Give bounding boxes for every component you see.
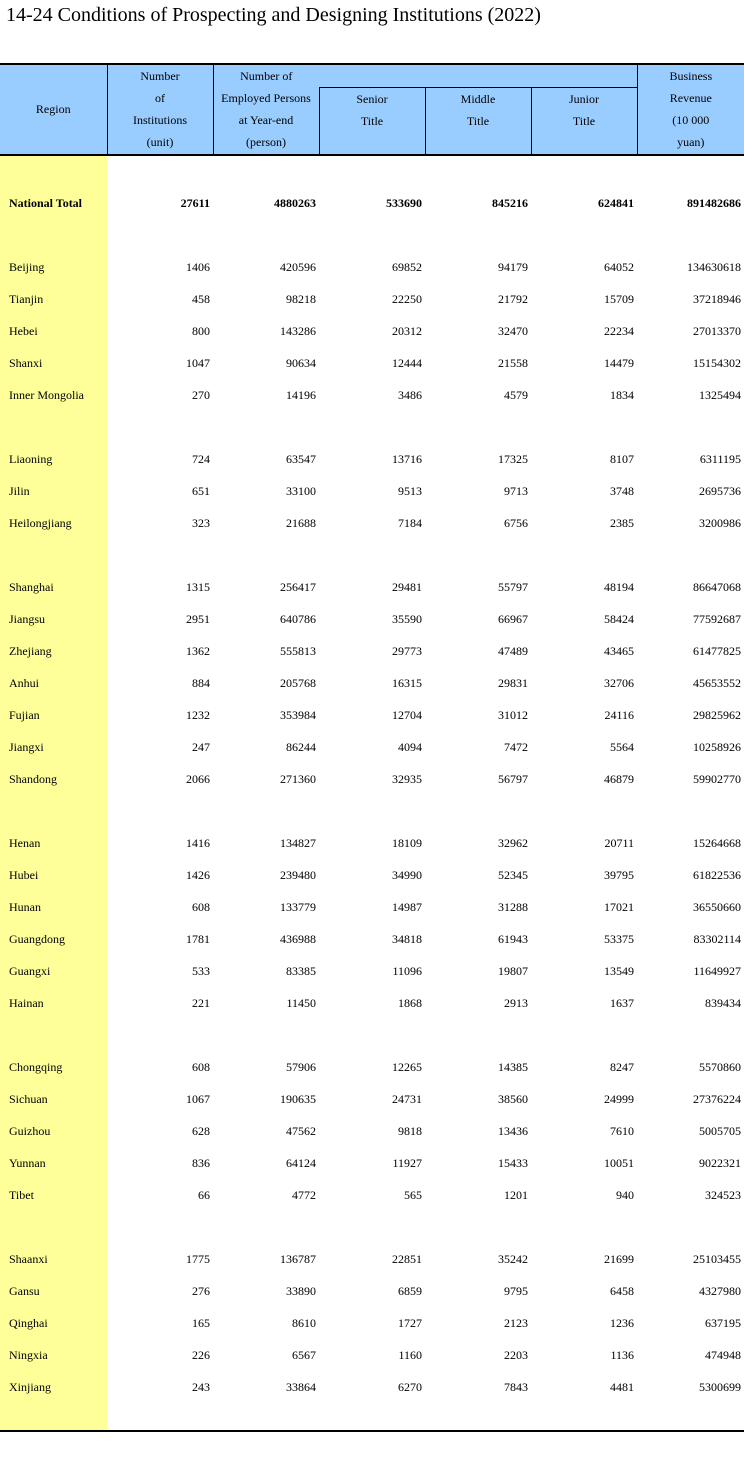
header-employed-line: Number of <box>240 69 293 83</box>
cell-middle: 21558 <box>498 356 528 370</box>
cell-junior: 5564 <box>610 740 635 754</box>
cell-revenue: 474948 <box>705 1348 742 1362</box>
cell-senior: 14987 <box>392 900 422 914</box>
cell-region: Sichuan <box>9 1092 48 1106</box>
cell-senior: 34990 <box>392 868 422 882</box>
cell-middle: 19807 <box>498 964 528 978</box>
cell-senior: 11096 <box>392 964 422 978</box>
cell-middle: 31012 <box>498 708 528 722</box>
cell-middle: 61943 <box>498 932 528 946</box>
cell-revenue: 5300699 <box>699 1380 742 1394</box>
table-row <box>0 348 744 380</box>
table-row <box>0 988 744 1020</box>
table-row <box>0 284 744 316</box>
table-row <box>0 604 744 636</box>
cell-employed: 33864 <box>286 1380 316 1394</box>
cell-senior: 9513 <box>398 484 422 498</box>
cell-region: Jiangsu <box>9 612 45 626</box>
cell-revenue: 5005705 <box>699 1124 742 1138</box>
cell-senior: 1160 <box>398 1348 422 1362</box>
cell-institutions: 608 <box>192 1060 210 1074</box>
cell-middle: 6756 <box>504 516 528 530</box>
cell-employed: 353984 <box>280 708 316 722</box>
cell-region: Ningxia <box>9 1348 48 1362</box>
cell-revenue: 4327980 <box>699 1284 742 1298</box>
cell-revenue: 29825962 <box>693 708 742 722</box>
table-row <box>0 476 744 508</box>
spacer-row <box>0 155 744 188</box>
header-revenue-line: (10 000 <box>672 113 710 128</box>
cell-senior: 6859 <box>398 1284 422 1298</box>
header-senior-line: Senior <box>356 91 388 106</box>
cell-region: Liaoning <box>9 452 53 466</box>
table-row <box>0 1276 744 1308</box>
cell-middle: 1201 <box>504 1188 528 1202</box>
table-row <box>0 764 744 796</box>
spacer-row <box>0 1020 744 1052</box>
table-row <box>0 860 744 892</box>
cell-institutions: 247 <box>192 740 210 754</box>
cell-junior: 1236 <box>610 1316 635 1330</box>
table-row <box>0 924 744 956</box>
cell-middle: 2913 <box>504 996 528 1010</box>
table-row <box>0 1116 744 1148</box>
cell-senior: 4094 <box>398 740 422 754</box>
cell-senior: 12444 <box>392 356 422 370</box>
cell-senior: 29773 <box>392 644 422 658</box>
cell-employed: 134827 <box>280 836 316 850</box>
cell-employed: 6567 <box>292 1348 316 1362</box>
cell-junior: 46879 <box>604 772 635 786</box>
table-row <box>0 1244 744 1276</box>
cell-revenue: 27376224 <box>693 1092 742 1106</box>
header-middle <box>425 87 531 155</box>
table-row <box>0 1084 744 1116</box>
cell-employed: 11450 <box>286 996 316 1010</box>
cell-institutions: 323 <box>192 516 210 530</box>
cell-region: Shaanxi <box>9 1252 48 1266</box>
cell-region: Hebei <box>9 324 38 338</box>
cell-revenue: 839434 <box>705 996 742 1010</box>
cell-middle: 32962 <box>498 836 528 850</box>
cell-revenue: 10258926 <box>693 740 742 754</box>
cell-region: Beijing <box>9 260 45 274</box>
cell-employed: 64124 <box>286 1156 316 1170</box>
cell-employed: 4772 <box>292 1188 316 1202</box>
header-employed-line: Employed Persons <box>221 91 311 105</box>
cell-employed: 4880263 <box>274 196 316 210</box>
cell-middle: 4579 <box>504 388 528 402</box>
cell-revenue: 59902770 <box>693 772 742 786</box>
cell-middle: 31288 <box>498 900 528 914</box>
cell-institutions: 1067 <box>186 1092 210 1106</box>
cell-region: Shandong <box>9 772 57 786</box>
cell-senior: 12265 <box>392 1060 422 1074</box>
cell-employed: 47562 <box>286 1124 316 1138</box>
cell-region: Hainan <box>9 996 44 1010</box>
table-title: 14-24 Conditions of Prospecting and Designing Institutions (2022) <box>6 4 541 26</box>
cell-junior: 53375 <box>604 932 635 946</box>
cell-employed: 33100 <box>286 484 316 498</box>
cell-senior: 18109 <box>392 836 422 850</box>
cell-region: Jiangxi <box>9 740 44 754</box>
cell-middle: 32470 <box>498 324 528 338</box>
header-employed-span <box>319 64 637 87</box>
cell-middle: 21792 <box>498 292 528 306</box>
cell-employed: 63547 <box>286 452 316 466</box>
cell-junior: 24116 <box>604 708 635 722</box>
cell-revenue: 15154302 <box>693 356 742 370</box>
cell-junior: 32706 <box>604 676 635 690</box>
cell-junior: 48194 <box>604 580 635 594</box>
national-total-row <box>0 188 744 220</box>
cell-junior: 8247 <box>610 1060 635 1074</box>
cell-region: Henan <box>9 836 41 850</box>
table-row <box>0 380 744 412</box>
cell-senior: 6270 <box>398 1380 422 1394</box>
cell-employed: 239480 <box>280 868 316 882</box>
cell-senior: 9818 <box>398 1124 422 1138</box>
cell-revenue: 1325494 <box>699 388 742 402</box>
cell-junior: 20711 <box>604 836 635 850</box>
cell-senior: 29481 <box>392 580 422 594</box>
cell-junior: 14479 <box>604 356 635 370</box>
cell-institutions: 533 <box>192 964 210 978</box>
cell-employed: 190635 <box>280 1092 316 1106</box>
table-row <box>0 316 744 348</box>
cell-revenue: 891482686 <box>687 196 742 210</box>
cell-junior: 940 <box>616 1188 635 1202</box>
cell-institutions: 1362 <box>186 644 210 658</box>
header-revenue-line: Revenue <box>669 91 712 106</box>
cell-region: National Total <box>9 196 83 210</box>
cell-revenue: 27013370 <box>693 324 742 338</box>
cell-institutions: 836 <box>192 1156 210 1170</box>
cell-institutions: 724 <box>192 452 210 466</box>
cell-senior: 34818 <box>392 932 422 946</box>
cell-middle: 15433 <box>498 1156 528 1170</box>
header-employed-top <box>213 64 319 87</box>
cell-senior: 24731 <box>392 1092 422 1106</box>
cell-employed: 420596 <box>280 260 316 274</box>
cell-institutions: 1047 <box>186 356 210 370</box>
table-row <box>0 636 744 668</box>
cell-region: Xinjiang <box>9 1380 51 1394</box>
cell-senior: 16315 <box>392 676 422 690</box>
spacer-row <box>0 796 744 828</box>
cell-institutions: 1426 <box>186 868 210 882</box>
cell-region: Shanghai <box>9 580 54 594</box>
cell-senior: 11927 <box>392 1156 422 1170</box>
table-row <box>0 1148 744 1180</box>
cell-middle: 2123 <box>504 1316 528 1330</box>
cell-senior: 13716 <box>392 452 422 466</box>
cell-institutions: 884 <box>192 676 210 690</box>
cell-senior: 565 <box>404 1188 422 1202</box>
cell-middle: 2203 <box>504 1348 528 1362</box>
cell-senior: 35590 <box>392 612 422 626</box>
cell-region: Jilin <box>9 484 30 498</box>
cell-revenue: 36550660 <box>693 900 742 914</box>
cell-region: Tibet <box>9 1188 34 1202</box>
cell-revenue: 9022321 <box>699 1156 742 1170</box>
cell-junior: 2385 <box>610 516 635 530</box>
header-employed-line: (person) <box>246 135 286 149</box>
cell-revenue: 5570860 <box>699 1060 742 1074</box>
table-row <box>0 1308 744 1340</box>
cell-employed: 57906 <box>286 1060 316 1074</box>
table-row <box>0 1052 744 1084</box>
cell-region: Heilongjiang <box>9 516 72 530</box>
cell-employed: 90634 <box>286 356 316 370</box>
cell-junior: 58424 <box>604 612 635 626</box>
spacer-row <box>0 220 744 252</box>
table-row <box>0 444 744 476</box>
table-row <box>0 252 744 284</box>
header-senior <box>319 87 425 155</box>
cell-revenue: 3200986 <box>699 516 742 530</box>
cell-junior: 17021 <box>604 900 635 914</box>
cell-institutions: 1781 <box>186 932 210 946</box>
cell-junior: 4481 <box>610 1380 635 1394</box>
cell-institutions: 1315 <box>186 580 210 594</box>
table-row <box>0 700 744 732</box>
cell-revenue: 37218946 <box>693 292 742 306</box>
cell-middle: 55797 <box>498 580 528 594</box>
cell-junior: 1637 <box>610 996 635 1010</box>
header-region <box>0 64 107 155</box>
cell-institutions: 608 <box>192 900 210 914</box>
cell-employed: 555813 <box>280 644 316 658</box>
cell-middle: 29831 <box>498 676 528 690</box>
cell-middle: 66967 <box>498 612 528 626</box>
cell-employed: 21688 <box>286 516 316 530</box>
header-junior-line: Junior <box>569 91 600 106</box>
cell-junior: 1834 <box>610 388 635 402</box>
cell-employed: 143286 <box>280 324 316 338</box>
cell-institutions: 226 <box>192 1348 210 1362</box>
table-row <box>0 1340 744 1372</box>
cell-institutions: 66 <box>198 1188 210 1202</box>
cell-junior: 39795 <box>604 868 635 882</box>
cell-region: Inner Mongolia <box>9 388 84 402</box>
cell-region: Anhui <box>9 676 39 690</box>
header-revenue <box>637 64 744 155</box>
cell-senior: 69852 <box>392 260 422 274</box>
cell-revenue: 15264668 <box>693 836 742 850</box>
header-employed-bottom <box>213 87 319 155</box>
cell-middle: 94179 <box>498 260 528 274</box>
cell-employed: 256417 <box>280 580 316 594</box>
cell-revenue: 61477825 <box>693 644 742 658</box>
cell-junior: 10051 <box>604 1156 635 1170</box>
cell-senior: 7184 <box>398 516 422 530</box>
cell-employed: 271360 <box>280 772 316 786</box>
header-revenue-line: Business <box>669 69 713 84</box>
cell-revenue: 11649927 <box>693 964 742 978</box>
cell-employed: 98218 <box>286 292 316 306</box>
cell-junior: 6458 <box>610 1284 635 1298</box>
table-row <box>0 892 744 924</box>
cell-employed: 8610 <box>292 1316 316 1330</box>
cell-junior: 13549 <box>604 964 635 978</box>
cell-region: Qinghai <box>9 1316 48 1330</box>
cell-senior: 12704 <box>392 708 422 722</box>
cell-middle: 9795 <box>504 1284 528 1298</box>
table-row <box>0 828 744 860</box>
table-row <box>0 1372 744 1404</box>
cell-revenue: 61822536 <box>693 868 742 882</box>
cell-institutions: 1406 <box>186 260 210 274</box>
cell-employed: 436988 <box>280 932 316 946</box>
cell-middle: 35242 <box>498 1252 528 1266</box>
header-employed-line: at Year-end <box>238 113 294 127</box>
cell-revenue: 6311195 <box>699 452 742 466</box>
statistics-table <box>0 63 744 1404</box>
cell-institutions: 800 <box>192 324 210 338</box>
bottom-rule <box>0 1430 744 1432</box>
header-region-label: Region <box>35 102 71 117</box>
cell-junior: 7610 <box>610 1124 635 1138</box>
cell-senior: 22851 <box>392 1252 422 1266</box>
cell-senior: 533690 <box>386 196 422 210</box>
cell-junior: 3748 <box>610 484 635 498</box>
header-middle-line: Title <box>466 113 490 128</box>
cell-region: Gansu <box>9 1284 40 1298</box>
cell-middle: 9713 <box>504 484 528 498</box>
table-row <box>0 1180 744 1212</box>
cell-senior: 3486 <box>398 388 422 402</box>
cell-region: Chongqing <box>9 1060 63 1074</box>
cell-region: Yunnan <box>9 1156 46 1170</box>
cell-middle: 38560 <box>498 1092 528 1106</box>
cell-junior: 624841 <box>598 196 635 210</box>
cell-institutions: 2066 <box>186 772 210 786</box>
header-institutions <box>107 64 213 155</box>
table-row <box>0 732 744 764</box>
cell-revenue: 324523 <box>705 1188 742 1202</box>
cell-revenue: 86647068 <box>693 580 742 594</box>
table-row <box>0 956 744 988</box>
cell-senior: 22250 <box>392 292 422 306</box>
cell-revenue: 45653552 <box>693 676 742 690</box>
cell-institutions: 276 <box>192 1284 210 1298</box>
cell-region: Hubei <box>9 868 39 882</box>
cell-institutions: 165 <box>192 1316 210 1330</box>
cell-institutions: 270 <box>192 388 210 402</box>
cell-junior: 24999 <box>604 1092 635 1106</box>
cell-employed: 33890 <box>286 1284 316 1298</box>
cell-region: Guangxi <box>9 964 51 978</box>
cell-region: Shanxi <box>9 356 43 370</box>
cell-employed: 640786 <box>280 612 316 626</box>
cell-region: Guangdong <box>9 932 65 946</box>
cell-senior: 1868 <box>398 996 422 1010</box>
header-middle-line: Middle <box>460 91 496 106</box>
cell-junior: 8107 <box>610 452 635 466</box>
cell-region: Fujian <box>9 708 40 722</box>
cell-middle: 17325 <box>498 452 528 466</box>
cell-institutions: 1232 <box>186 708 210 722</box>
cell-revenue: 637195 <box>705 1316 742 1330</box>
cell-institutions: 27611 <box>180 196 210 210</box>
cell-middle: 47489 <box>498 644 528 658</box>
header-institutions-line: (unit) <box>146 135 174 150</box>
cell-employed: 14196 <box>286 388 316 402</box>
table-row <box>0 668 744 700</box>
cell-employed: 136787 <box>280 1252 316 1266</box>
header-junior <box>531 87 637 155</box>
table-header <box>0 64 744 155</box>
table-row <box>0 572 744 604</box>
cell-region: Tianjin <box>9 292 44 306</box>
cell-middle: 7843 <box>504 1380 528 1394</box>
cell-institutions: 651 <box>192 484 210 498</box>
cell-institutions: 221 <box>192 996 210 1010</box>
header-institutions-line: Institutions <box>132 113 187 128</box>
cell-middle: 52345 <box>498 868 528 882</box>
spacer-row <box>0 540 744 572</box>
cell-middle: 13436 <box>498 1124 528 1138</box>
table-row <box>0 508 744 540</box>
cell-senior: 20312 <box>392 324 422 338</box>
cell-institutions: 1775 <box>186 1252 210 1266</box>
cell-institutions: 243 <box>192 1380 210 1394</box>
cell-institutions: 1416 <box>186 836 210 850</box>
cell-revenue: 77592687 <box>693 612 742 626</box>
cell-middle: 56797 <box>498 772 528 786</box>
cell-region: Zhejiang <box>9 644 52 658</box>
cell-junior: 43465 <box>604 644 635 658</box>
spacer-row <box>0 1212 744 1244</box>
cell-senior: 1727 <box>398 1316 422 1330</box>
cell-junior: 21699 <box>604 1252 635 1266</box>
spacer-row <box>0 412 744 444</box>
cell-institutions: 458 <box>192 292 210 306</box>
header-revenue-line: yuan) <box>677 135 705 150</box>
cell-revenue: 83302114 <box>693 932 742 946</box>
table-body <box>0 155 744 1404</box>
cell-institutions: 628 <box>192 1124 210 1138</box>
cell-employed: 133779 <box>280 900 316 914</box>
cell-revenue: 25103455 <box>693 1252 742 1266</box>
header-institutions-line: of <box>155 91 165 106</box>
cell-employed: 86244 <box>286 740 316 754</box>
cell-employed: 205768 <box>280 676 316 690</box>
cell-revenue: 134630618 <box>687 260 742 274</box>
cell-institutions: 2951 <box>186 612 210 626</box>
cell-region: Guizhou <box>9 1124 51 1138</box>
cell-junior: 64052 <box>604 260 635 274</box>
cell-middle: 14385 <box>498 1060 528 1074</box>
cell-senior: 32935 <box>392 772 422 786</box>
cell-middle: 7472 <box>504 740 528 754</box>
cell-region: Hunan <box>9 900 41 914</box>
cell-revenue: 2695736 <box>699 484 742 498</box>
header-institutions-line: Number <box>140 69 180 84</box>
header-senior-line: Title <box>360 113 384 128</box>
cell-middle: 845216 <box>492 196 528 210</box>
cell-employed: 83385 <box>286 964 316 978</box>
header-junior-line: Title <box>572 113 596 128</box>
cell-junior: 22234 <box>604 324 635 338</box>
cell-junior: 15709 <box>604 292 635 306</box>
cell-junior: 1136 <box>610 1348 635 1362</box>
